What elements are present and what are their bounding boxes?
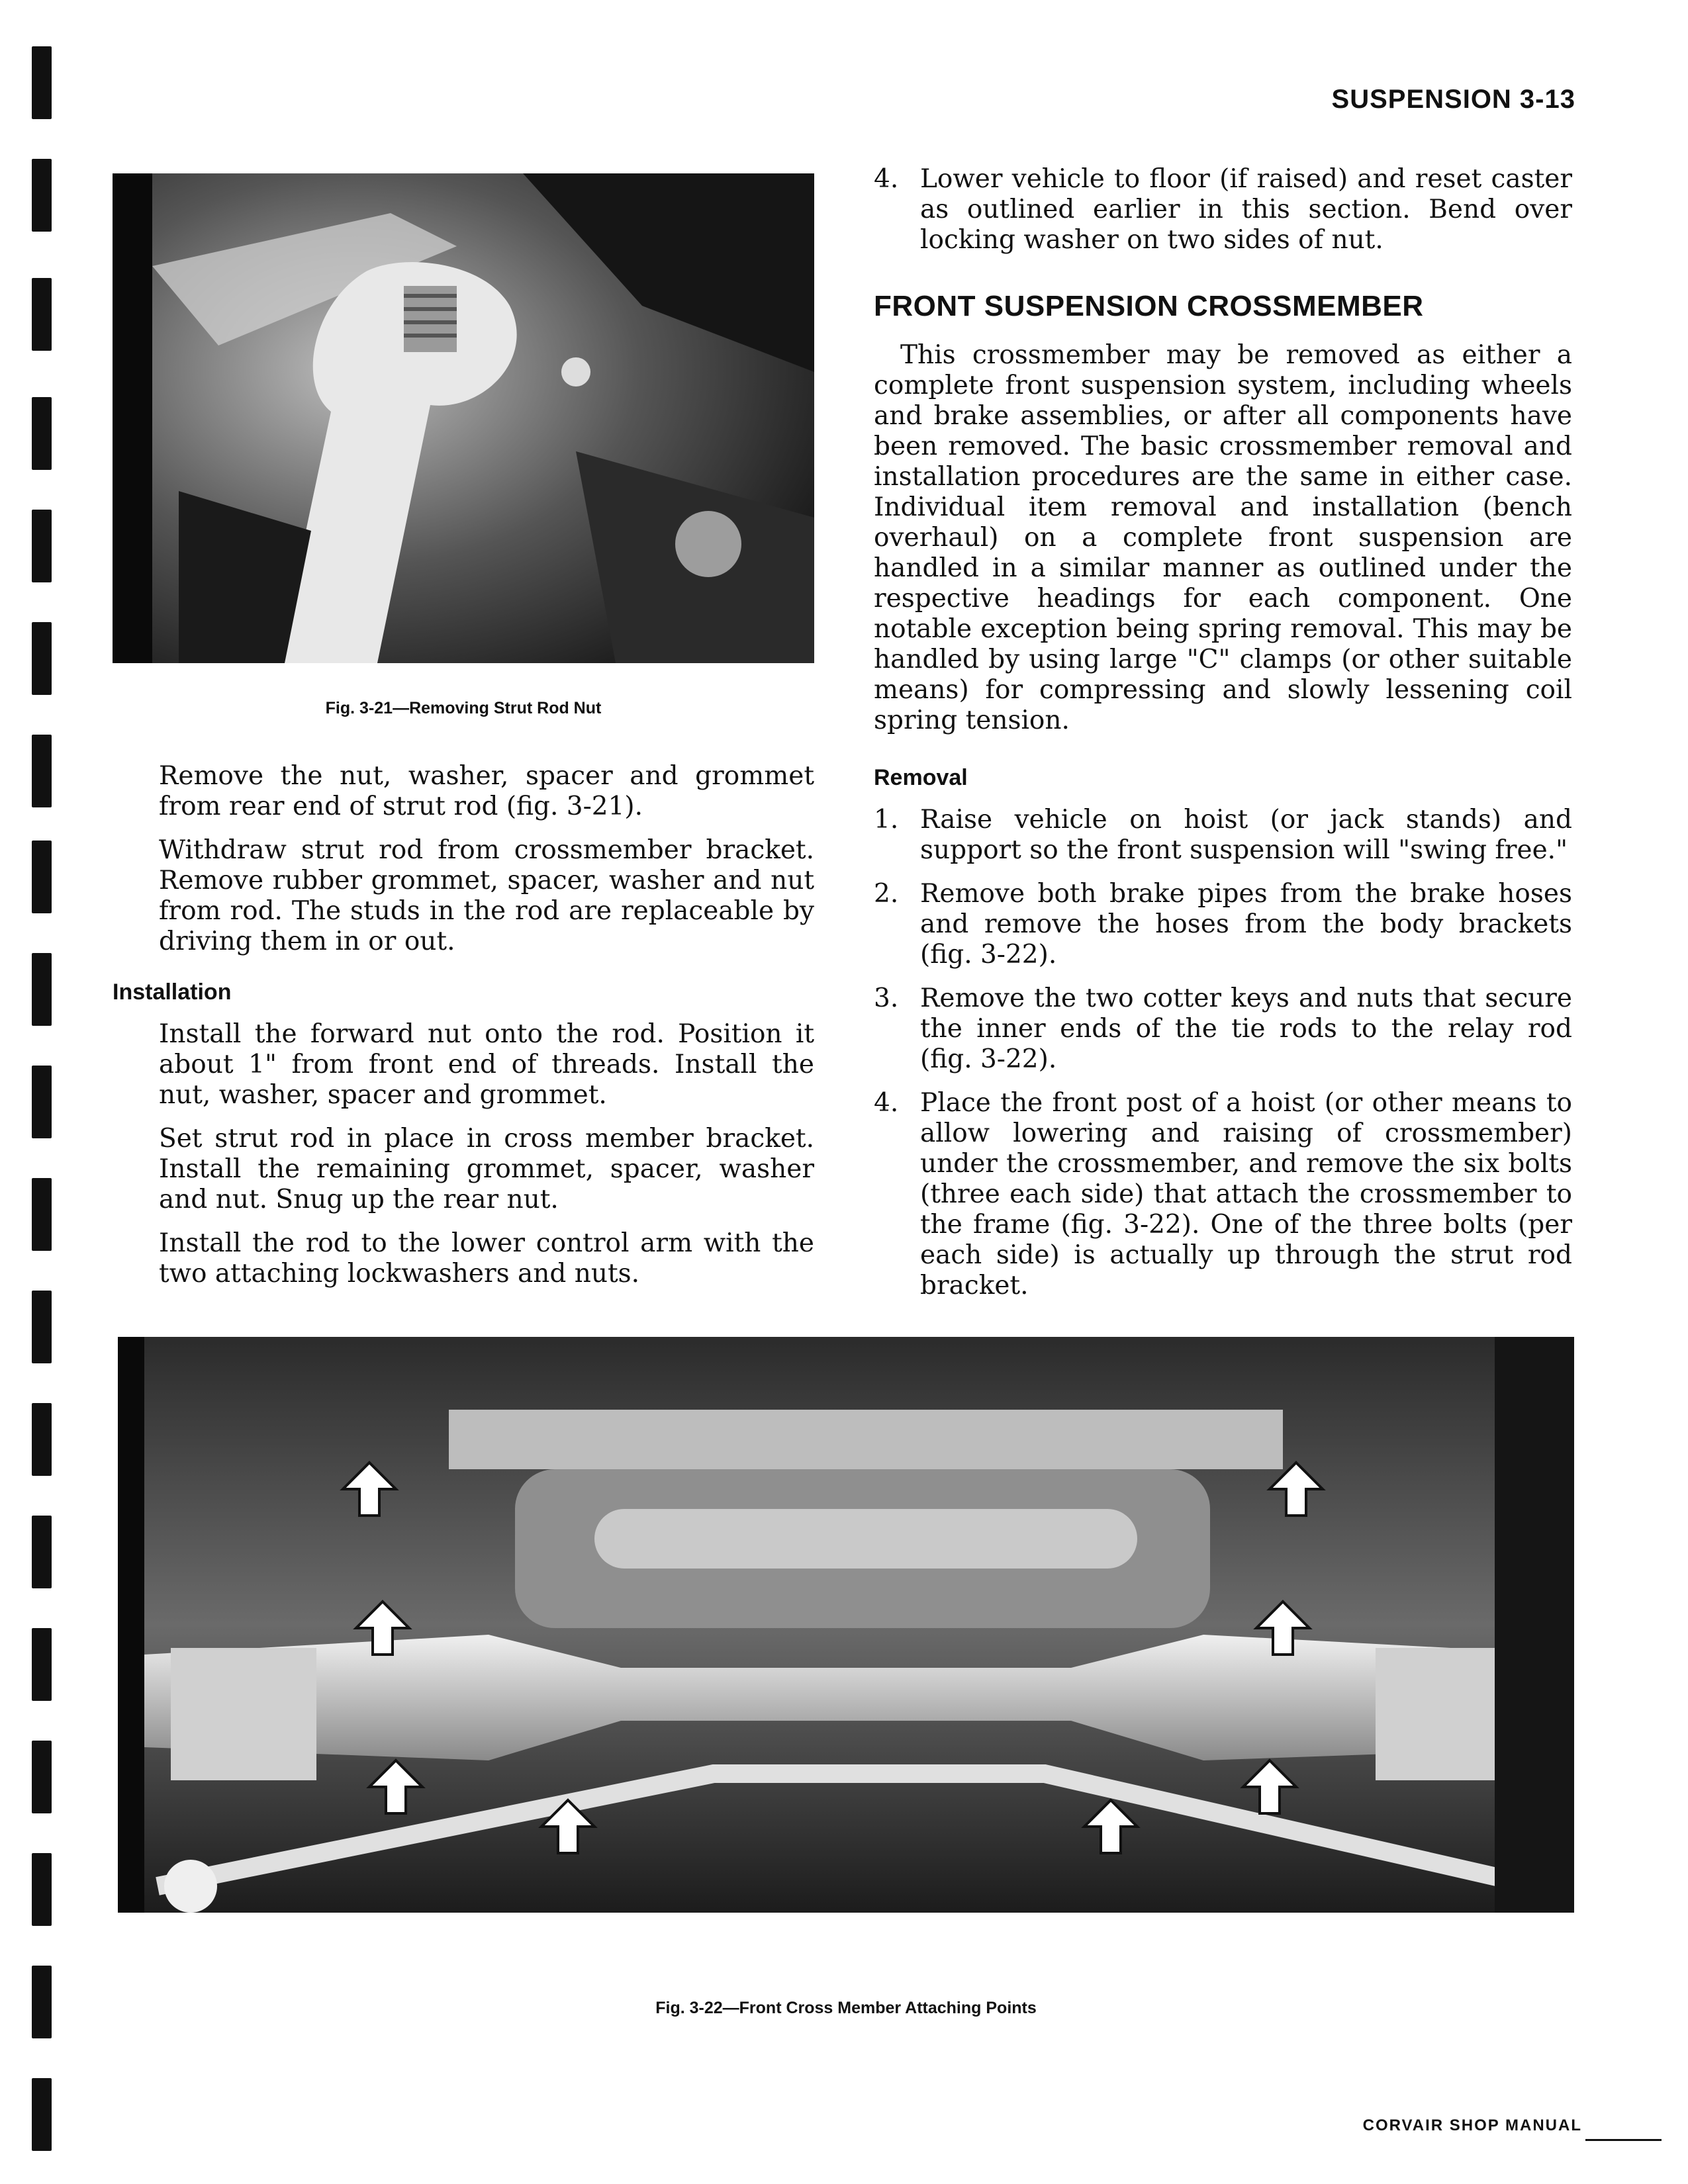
step-number: 1 xyxy=(113,1019,129,1049)
removal-step xyxy=(874,983,1572,1075)
step-text: Install the rod to the lower control arm with the two attaching lockwashers and nuts. xyxy=(159,1228,814,1289)
installation-heading: Installation xyxy=(113,979,232,1005)
step-number: 4. xyxy=(874,164,899,194)
strut-rod-photo-illustration xyxy=(113,173,814,663)
right-column xyxy=(874,164,1572,1314)
figure-caption-3-21: Fig. 3-21—Removing Strut Rod Nut xyxy=(325,699,602,717)
step-text: Install the forward nut onto the rod. Position it about 1" from front end of threads. Install the nut, washer, spacer and grommet. xyxy=(159,1019,814,1110)
section-title: FRONT SUSPENSION CROSSMEMBER xyxy=(874,290,1424,322)
corner-rule xyxy=(1585,2139,1662,2141)
figure-caption-3-22: Fig. 3-22—Front Cross Member Attaching Points xyxy=(655,1999,1037,2017)
removal-step xyxy=(874,1088,1572,1301)
step-number: 2 xyxy=(113,1124,129,1154)
step-number: 3 xyxy=(113,1228,129,1258)
removal-heading: Removal xyxy=(874,765,968,790)
binding-marks xyxy=(32,40,58,2158)
step-text: Raise vehicle on hoist (or jack stands) and support so the front suspension will "swing free." xyxy=(920,805,1572,865)
step-text: Withdraw strut rod from crossmember bracket. Remove rubber grommet, spacer, washer and nut from rod. The studs in the rod are replaceable by driving them in or out. xyxy=(159,835,814,956)
step-text: Remove the two cotter keys and nuts that secure the inner ends of the tie rods to the relay rod (fig. 3-22). xyxy=(920,983,1572,1074)
removal-step xyxy=(874,805,1572,866)
step-number: 3 xyxy=(113,835,129,865)
step-text: Lower vehicle to floor (if raised) and reset caster as outlined earlier in this section. Bend over locking washer on two sides of nut. xyxy=(920,164,1572,255)
installation-step xyxy=(113,1019,814,1111)
step-text: Remove both brake pipes from the brake hoses and remove the hoses from the body brackets (fig. 3-22). xyxy=(920,879,1572,970)
crossmember-photo-illustration xyxy=(118,1337,1574,1913)
installation-step xyxy=(113,1124,814,1215)
step-number: 2 xyxy=(113,761,129,791)
removal-step xyxy=(113,761,814,822)
intro-paragraph: This crossmember may be removed as either a complete front suspension system, including wheels and brake assemblies, or after all components have been removed. The basic crossmember removal and installation procedures are the same in either case. Individual item removal and installation (bench overhaul) on a complete front suspension are handled in a similar manner as outlined under the respective headings for each component. One notable exception being spring removal. This may be handled by using large "C" clamps (or other suitable means) for compressing and slowly lessening coil spring tension. xyxy=(874,340,1572,735)
installation-step xyxy=(113,1228,814,1289)
step-text: Set strut rod in place in cross member bracket. Install the remaining grommet, spacer, washer and nut. Snug up the rear nut. xyxy=(159,1124,814,1214)
step-number: 1. xyxy=(874,805,899,835)
removal-step xyxy=(113,835,814,957)
step-number: 2. xyxy=(874,879,899,909)
lowering-step xyxy=(874,164,1572,255)
step-text: Remove the nut, washer, spacer and grommet from rear end of strut rod (fig. 3-21). xyxy=(159,761,814,821)
figure-strut-rod-nut-photo xyxy=(113,173,814,663)
left-column xyxy=(113,761,814,1302)
removal-step xyxy=(874,879,1572,970)
step-number: 4. xyxy=(874,1088,899,1118)
step-number: 3. xyxy=(874,983,899,1013)
figure-crossmember-photo xyxy=(118,1337,1574,1913)
page-footer: CORVAIR SHOP MANUAL xyxy=(1362,2116,1582,2134)
step-text: Place the front post of a hoist (or other means to allow lowering and raising of crossmember) under the crossmember, and remove the six bolts (three each side) that attach the crossmember to the frame (fig. 3-22). One of the three bolts (per each side) is actually up through the strut rod bracket. xyxy=(920,1088,1572,1300)
page-header: SUSPENSION 3-13 xyxy=(1331,85,1575,114)
